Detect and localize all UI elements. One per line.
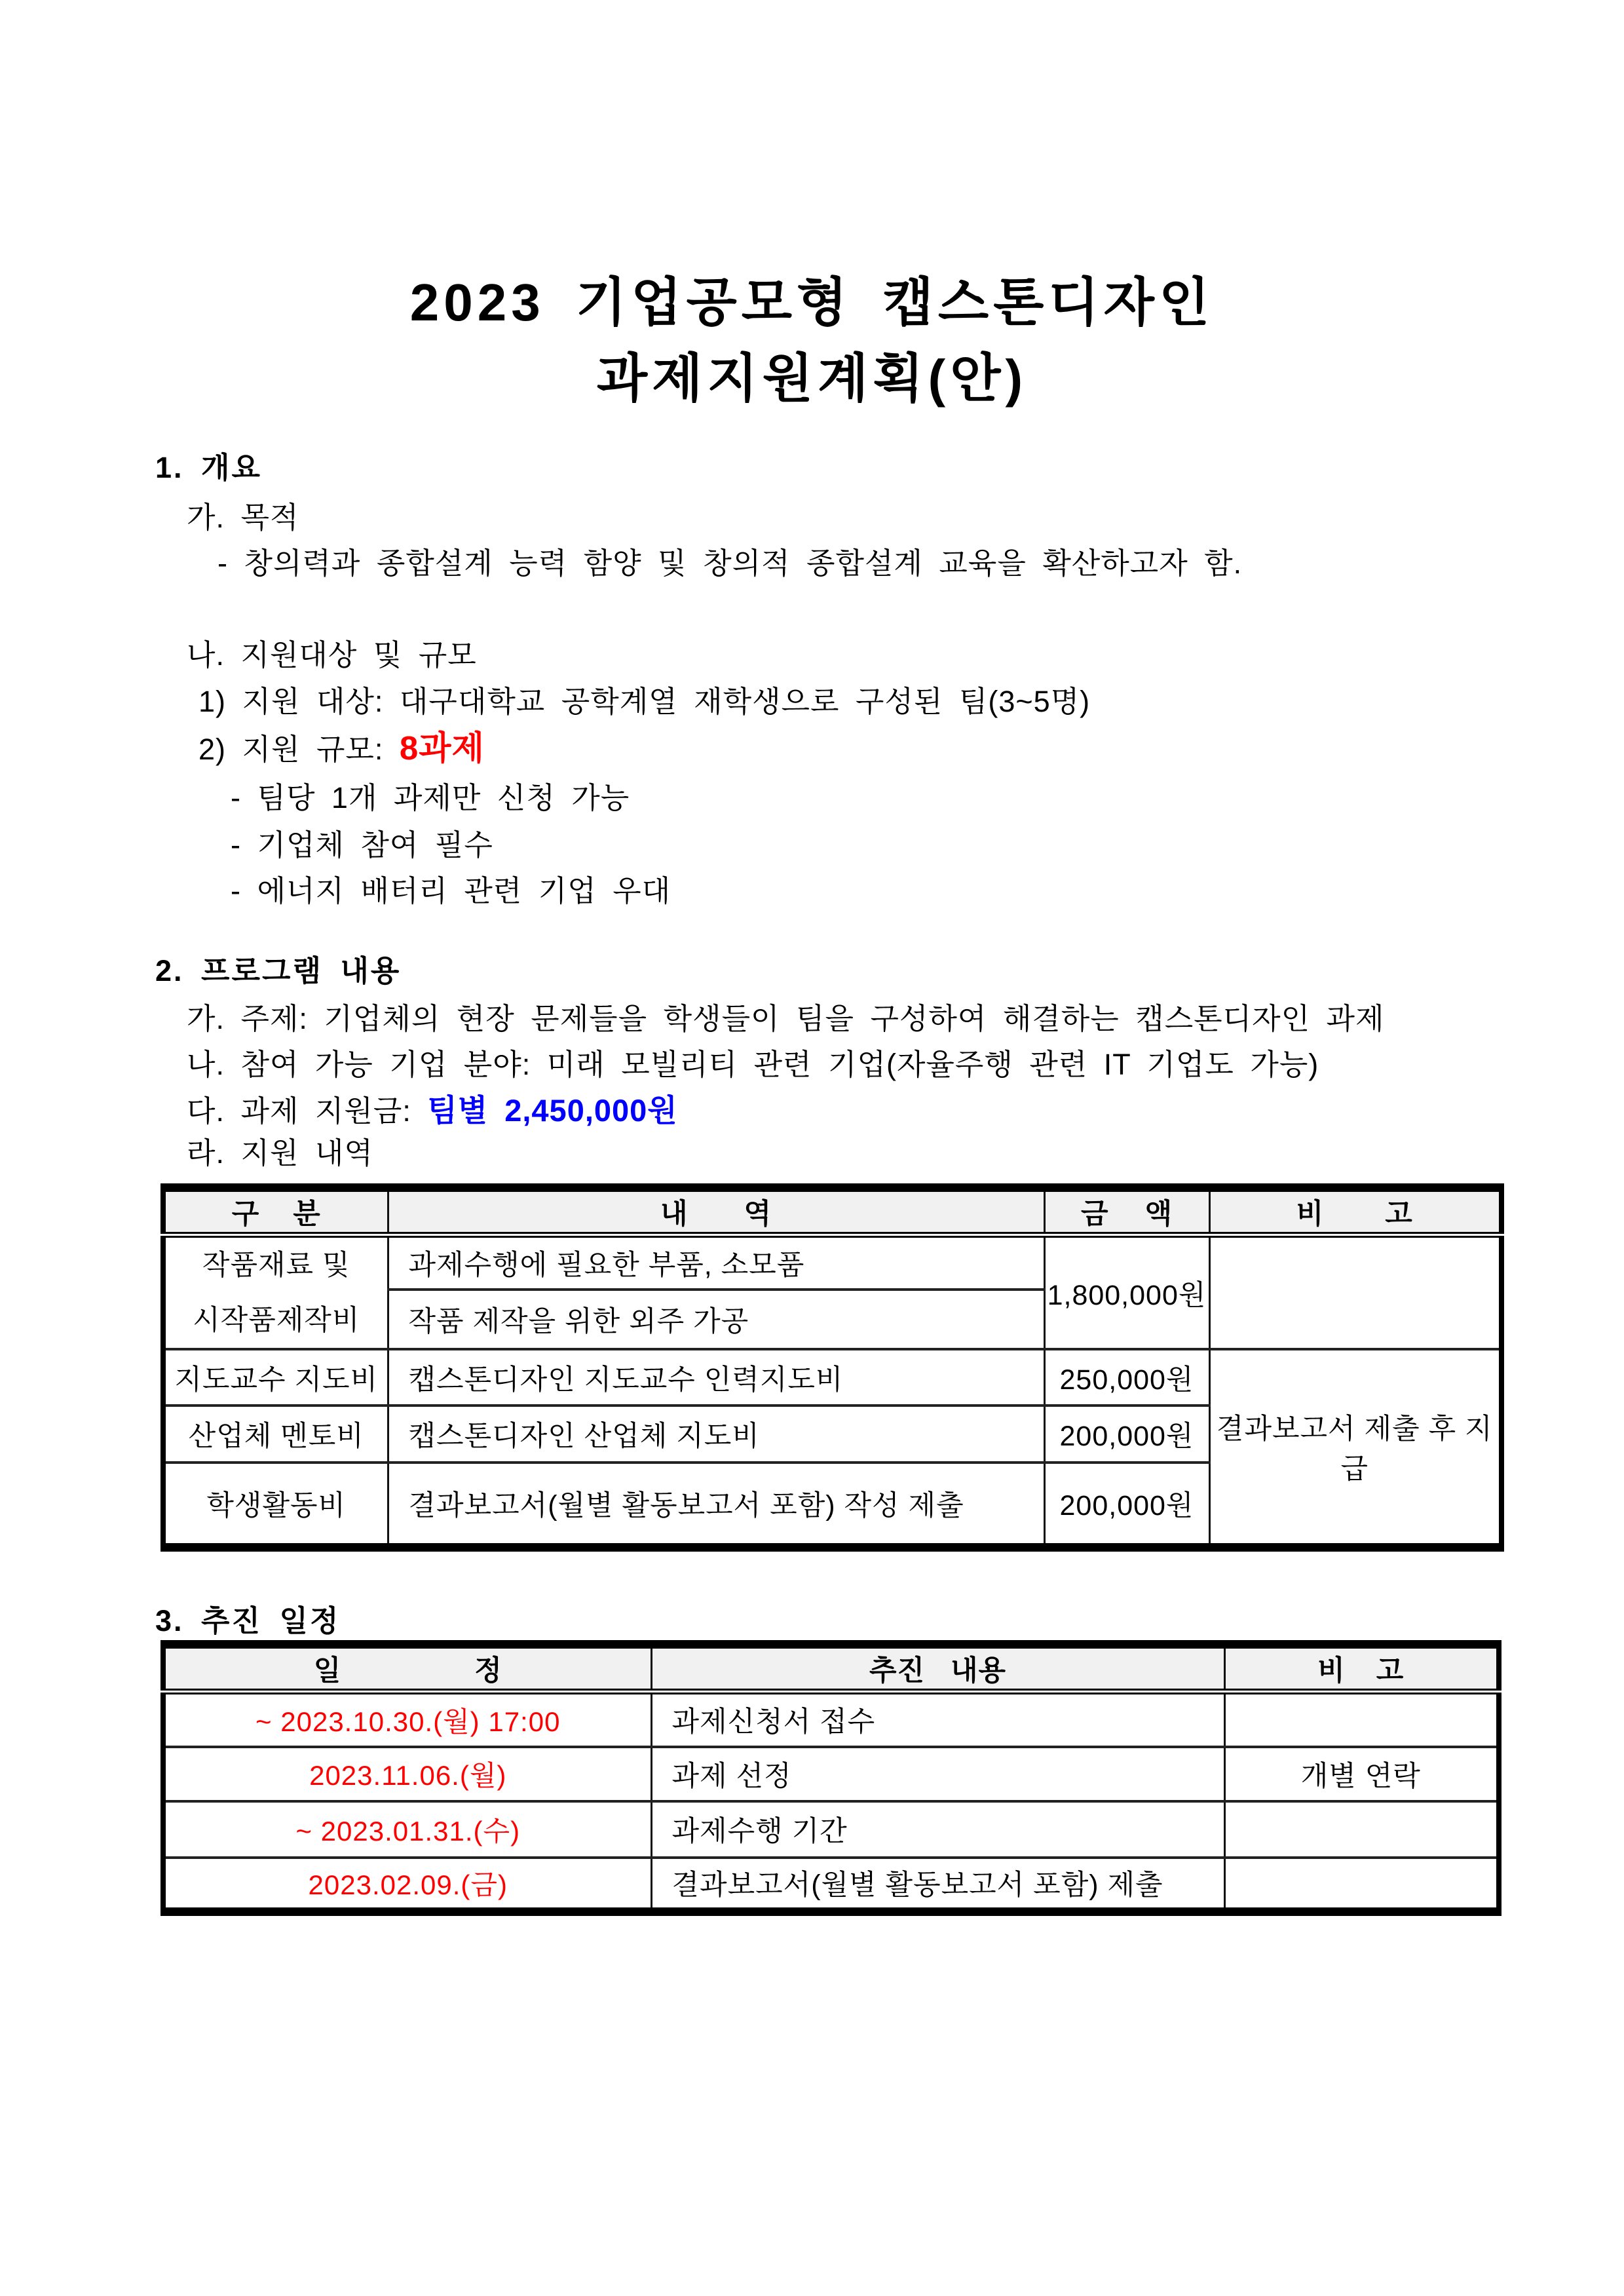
detail-professor: 캡스톤디자인 지도교수 인력지도비: [388, 1349, 1044, 1406]
grant-line: [0, 1087, 678, 1134]
note-merged: 결과보고서 제출 후 지급: [1209, 1349, 1501, 1547]
amount-student: 200,000원: [1044, 1463, 1209, 1547]
schedule-content-3: 과제수행 기간: [651, 1801, 1224, 1858]
schedule-note-4: [1224, 1858, 1499, 1912]
section-3-heading: 3. 추진 일정: [155, 1604, 341, 1637]
note-empty: [1209, 1235, 1501, 1350]
scale-note-2: - 기업체 참여 필수: [231, 828, 493, 862]
schedule-header-content: 추진 내용: [651, 1645, 1224, 1692]
scale-value: 8과제: [399, 729, 485, 767]
section-1-heading: 1. 개요: [155, 451, 262, 484]
support-header-note: 비 고: [1209, 1188, 1501, 1235]
document-title-line2: 과제지원계획(안): [596, 349, 1028, 408]
table-row: [163, 1747, 1499, 1801]
detail-outsourcing: 작품 제작을 위한 외주 가공: [388, 1290, 1044, 1349]
support-table-header-row: [163, 1188, 1501, 1235]
schedule-header-date: 일 정: [163, 1645, 651, 1692]
schedule-note-2: 개별 연락: [1224, 1747, 1499, 1801]
support-header-category: 구 분: [163, 1188, 388, 1235]
target-item: 1) 지원 대상: 대구대학교 공학계열 재학생으로 구성된 팀(3~5명): [198, 685, 1091, 718]
scale-note-1: - 팀당 1개 과제만 신청 가능: [231, 781, 630, 814]
category-student: 학생활동비: [163, 1463, 388, 1547]
scale-line: [0, 725, 485, 772]
schedule-content-4: 결과보고서(월별 활동보고서 포함) 제출: [651, 1858, 1224, 1912]
program-field: 나. 참여 가능 기업 분야: 미래 모빌리티 관련 기업(자율주행 관련 IT 기업도 가능): [187, 1048, 1319, 1081]
grant-label: 다. 과제 지원금:: [187, 1094, 411, 1128]
detail-label: 라. 지원 내역: [187, 1136, 373, 1170]
table-row: [163, 1801, 1499, 1858]
schedule-content-1: 과제신청서 접수: [651, 1692, 1224, 1747]
target-label: 나. 지원대상 및 규모: [187, 638, 477, 672]
schedule-note-1: [1224, 1692, 1499, 1747]
category-professor: 지도교수 지도비: [163, 1349, 388, 1406]
grant-value: 팀별 2,450,000원: [427, 1093, 678, 1128]
support-header-amount: 금 액: [1044, 1188, 1209, 1235]
purpose-label: 가. 목적: [187, 501, 299, 534]
schedule-table-header-row: [163, 1645, 1499, 1692]
amount-professor: 250,000원: [1044, 1349, 1209, 1406]
section-2-heading: 2. 프로그램 내용: [155, 954, 402, 987]
support-header-detail: 내 역: [388, 1188, 1044, 1235]
schedule-note-3: [1224, 1801, 1499, 1858]
detail-mentor: 캡스톤디자인 산업체 지도비: [388, 1406, 1044, 1463]
schedule-date-3: ~ 2023.01.31.(수): [163, 1801, 651, 1858]
document-title-line1: 2023 기업공모형 캡스톤디자인: [409, 273, 1215, 332]
amount-materials: 1,800,000원: [1044, 1235, 1209, 1350]
category-materials: 작품재료 및 시작품제작비: [163, 1235, 388, 1350]
schedule-date-1: ~ 2023.10.30.(월) 17:00: [163, 1692, 651, 1747]
schedule-content-2: 과제 선정: [651, 1747, 1224, 1801]
detail-parts: 과제수행에 필요한 부품, 소모품: [388, 1235, 1044, 1290]
category-mentor: 산업체 멘토비: [163, 1406, 388, 1463]
table-row: [163, 1858, 1499, 1912]
schedule-table: [161, 1640, 1501, 1916]
table-row: [163, 1692, 1499, 1747]
schedule-date-2: 2023.11.06.(월): [163, 1747, 651, 1801]
scale-note-3: - 에너지 배터리 관련 기업 우대: [231, 874, 671, 908]
table-row: [163, 1349, 1501, 1406]
amount-mentor: 200,000원: [1044, 1406, 1209, 1463]
scale-label: 2) 지원 규모:: [198, 733, 384, 766]
purpose-item: - 창의력과 종합설계 능력 함양 및 창의적 종합설계 교육을 확산하고자 함.: [217, 546, 1243, 580]
support-table: [161, 1183, 1504, 1552]
program-topic: 가. 주제: 기업체의 현장 문제들을 학생들이 팀을 구성하여 해결하는 캡스톤디자인 과제: [187, 1002, 1385, 1035]
document-title: [0, 265, 1624, 417]
table-row: [163, 1235, 1501, 1290]
detail-student: 결과보고서(월별 활동보고서 포함) 작성 제출: [388, 1463, 1044, 1547]
schedule-header-note: 비 고: [1224, 1645, 1499, 1692]
schedule-date-4: 2023.02.09.(금): [163, 1858, 651, 1912]
